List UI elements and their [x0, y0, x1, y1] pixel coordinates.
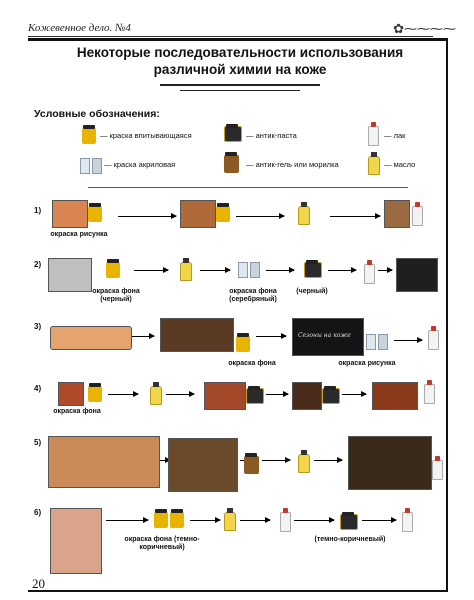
- arrow: [266, 270, 294, 271]
- absorbing-dye-icon-2: [170, 512, 184, 528]
- lacquer-bottle-icon: [424, 384, 435, 404]
- seq6-caption-1: окраска фона (темно-коричневый): [124, 536, 200, 551]
- sequence-2-number: 2): [34, 260, 42, 269]
- arrow: [256, 336, 286, 337]
- absorbing-dye-icon: [88, 386, 102, 402]
- seq3-sample-text: Сезоны на коже: [298, 332, 351, 339]
- lacquer-bottle-icon: [412, 206, 423, 226]
- sequence-3-number: 3): [34, 322, 42, 331]
- acrylic-paint-icon: [80, 158, 90, 174]
- absorbing-dye-icon: [106, 262, 120, 278]
- lacquer-bottle-icon: [432, 460, 443, 480]
- antique-paste-icon: [322, 388, 340, 404]
- acrylic-paint-icon-2: [250, 262, 260, 278]
- title-underline-2: [180, 90, 300, 91]
- absorbing-dye-icon: [154, 512, 168, 528]
- arrow: [118, 216, 176, 217]
- oil-bottle-icon: [298, 206, 310, 225]
- antique-paste-icon: [340, 514, 358, 530]
- seq2-caption-2: окраска фона (серебряный): [229, 288, 277, 303]
- sequence-6-number: 6): [34, 508, 42, 517]
- arrow: [330, 216, 380, 217]
- seq1-result-photo: [384, 200, 410, 228]
- arrow: [262, 460, 290, 461]
- absorbing-dye-icon: [236, 336, 250, 352]
- antique-paste-icon: [246, 388, 264, 404]
- legend-acrylic-paint: — краска акриловая: [104, 160, 176, 169]
- lacquer-bottle-icon: [364, 264, 375, 284]
- acrylic-paint-icon: [366, 334, 376, 350]
- arrow: [240, 520, 270, 521]
- acrylic-paint-icon-2: [378, 334, 388, 350]
- legend-heading: Условные обозначения:: [34, 108, 160, 120]
- seq5-stage1-photo: [48, 436, 160, 488]
- arrow: [134, 270, 168, 271]
- arrow: [378, 270, 392, 271]
- arrow: [190, 520, 220, 521]
- sequence-5-number: 5): [34, 438, 42, 447]
- arrow: [294, 520, 334, 521]
- page-number: 20: [32, 576, 45, 591]
- acrylic-paint-icon: [238, 262, 248, 278]
- legend-absorbing-paint: — краска впитывающаяся: [100, 131, 192, 140]
- lacquer-bottle-icon: [428, 330, 439, 350]
- lacquer-bottle-icon: [402, 512, 413, 532]
- seq2-caption-3: (черный): [296, 288, 328, 295]
- seq2-stage1-photo: [48, 258, 92, 292]
- seq4-caption-1: окраска фона: [53, 408, 101, 415]
- oil-bottle-icon: [368, 156, 380, 175]
- seq1-stage1-photo: [52, 200, 88, 228]
- seq6-caption-2: (темно-коричневый): [314, 536, 386, 543]
- legend-antique-gel: — антик-гель или морилка: [246, 160, 339, 169]
- arrow: [314, 460, 342, 461]
- arrow: [200, 270, 230, 271]
- oil-bottle-icon: [150, 386, 162, 405]
- running-title: Кожевенное дело. №4: [28, 22, 131, 34]
- arrow: [106, 520, 148, 521]
- seq2-result-photo: [396, 258, 438, 292]
- legend-antique-paste: — антик-паста: [246, 131, 297, 140]
- oil-bottle-icon: [180, 262, 192, 281]
- oil-bottle-icon: [224, 512, 236, 531]
- frame-bottom: [28, 590, 448, 592]
- arrow: [328, 270, 356, 271]
- arrow: [132, 336, 154, 337]
- page-title: [60, 44, 420, 78]
- title-underline: [160, 84, 320, 86]
- seq5-stage2-photo: [168, 438, 238, 492]
- absorbing-dye-icon: [82, 128, 96, 144]
- legend-oil: — масло: [384, 160, 416, 169]
- seq3-stage2-photo: [160, 318, 234, 352]
- arrow: [266, 394, 288, 395]
- legend-separator: [88, 187, 408, 188]
- absorbing-dye-icon: [88, 206, 102, 222]
- seq4-result-photo: [372, 382, 418, 410]
- lacquer-bottle-icon: [280, 512, 291, 532]
- seq4-stage3-photo: [292, 382, 322, 410]
- arrow: [394, 340, 422, 341]
- frame-top: [28, 38, 448, 41]
- arrow: [108, 394, 138, 395]
- seq2-caption-1: окраска фона (черный): [92, 288, 140, 303]
- frame-right: [446, 38, 448, 592]
- antique-gel-icon: [244, 456, 259, 474]
- lacquer-bottle-icon: [368, 126, 379, 146]
- seq3-stage1-photo: [50, 326, 132, 350]
- sequence-1-number: 1): [34, 206, 42, 215]
- antique-paste-icon: [224, 126, 242, 142]
- arrow: [236, 216, 284, 217]
- antique-gel-icon: [224, 155, 239, 173]
- seq4-stage2-photo: [204, 382, 246, 410]
- ornament-icon: ✿⁓⁓⁓⁓: [393, 21, 456, 36]
- seq1-stage2-photo: [180, 200, 216, 228]
- header-rule: [28, 36, 433, 37]
- antique-paste-icon: [304, 262, 322, 278]
- absorbing-dye-icon: [216, 206, 230, 222]
- seq4-stage1-photo: [58, 382, 84, 406]
- seq6-stage1-photo: [50, 508, 102, 574]
- seq3-caption-1: окраска фона: [228, 360, 276, 367]
- title-line-2: различной химии на коже: [153, 62, 327, 77]
- arrow: [166, 394, 194, 395]
- oil-bottle-icon: [298, 454, 310, 473]
- seq3-caption-2: окраска рисунка: [338, 360, 396, 367]
- arrow: [342, 394, 366, 395]
- sequence-4-number: 4): [34, 384, 42, 393]
- arrow: [362, 520, 396, 521]
- seq1-caption-1: окраска рисунка: [50, 231, 108, 238]
- seq5-stage3-photo: [348, 436, 432, 490]
- legend-lacquer: — лак: [384, 131, 406, 140]
- acrylic-paint-icon-2: [92, 158, 102, 174]
- title-line-1: Некоторые последовательности использования: [76, 45, 404, 60]
